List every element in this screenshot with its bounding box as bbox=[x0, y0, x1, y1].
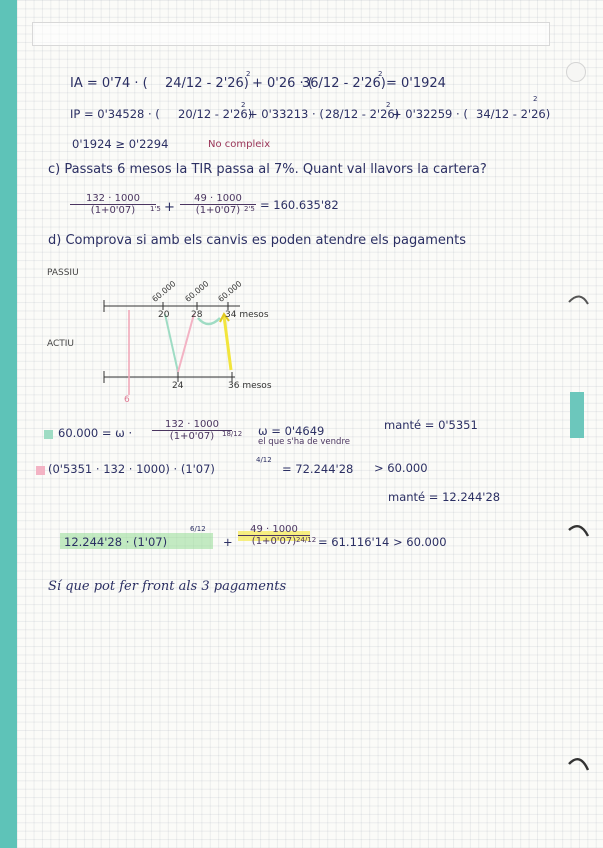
step1-keep: manté = 0'5351 bbox=[384, 418, 478, 432]
ip-e1: 2 bbox=[241, 101, 246, 109]
step1-den: (1+0'07) bbox=[169, 431, 215, 442]
green-marker bbox=[44, 430, 53, 439]
step2-result: = 72.244'28 bbox=[282, 462, 354, 476]
ip-t1: 20/12 - 2'26) bbox=[178, 107, 253, 121]
part-c-f2-num: 49 · 1000 bbox=[180, 193, 256, 205]
step2-keep: manté = 12.244'28 bbox=[388, 490, 501, 504]
step1-w-value: ω = 0'4649 bbox=[258, 424, 325, 438]
ip-t3: + 0'32259 · ( bbox=[392, 107, 468, 121]
actiu-tick-24: 24 bbox=[172, 381, 184, 391]
compare-text: 0'1924 ≥ 0'2294 bbox=[72, 137, 169, 151]
yellow-path bbox=[224, 316, 231, 370]
step3-den-exp: 24/12 bbox=[296, 536, 317, 544]
step3-result: = 61.116'14 > 60.000 bbox=[318, 535, 447, 549]
pink-path bbox=[178, 314, 194, 372]
ia-exp1: 2 bbox=[246, 70, 251, 78]
part-c-result: = 160.635'82 bbox=[260, 198, 339, 212]
passiu-label: PASSIU bbox=[47, 268, 79, 278]
step1-w-note: el que s'ha de vendre bbox=[258, 437, 350, 447]
ia-frac2: 36/12 - 2'26) bbox=[302, 76, 386, 91]
ip-t2b: 28/12 - 2'26) bbox=[325, 107, 400, 121]
step3-num: 49 · 1000 bbox=[238, 524, 310, 536]
step1-num: 132 · 1000 bbox=[152, 419, 232, 431]
part-c-plus: + bbox=[164, 200, 175, 215]
step2-cmp: > 60.000 bbox=[374, 461, 428, 475]
step1-lhs: 60.000 = ω · bbox=[58, 426, 133, 440]
payment-label-3: 60.000 bbox=[216, 279, 244, 304]
step3-expr: 12.244'28 · (1'07) bbox=[64, 535, 168, 549]
passiu-tick-34: 34 mesos bbox=[225, 310, 269, 320]
ia-result: = 0'1924 bbox=[386, 76, 446, 91]
conclusion: Sí que pot fer front als 3 pagaments bbox=[48, 579, 287, 594]
ip-t3b: 34/12 - 2'26) bbox=[476, 107, 551, 121]
part-c-f1-exp: 1'5 bbox=[150, 205, 161, 213]
payment-label-2: 60.000 bbox=[183, 279, 211, 304]
ip-t2: + 0'33213 · ( bbox=[248, 107, 324, 121]
ia-lhs: IA = 0'74 · ( bbox=[70, 76, 148, 91]
part-c-f1-den: (1+0'07) bbox=[90, 205, 136, 216]
part-d-heading: d) Comprova si amb els canvis es poden atendre els pagaments bbox=[48, 233, 467, 248]
pink-marker bbox=[36, 466, 45, 475]
step3-plus: + bbox=[223, 535, 233, 549]
actiu-label: ACTIU bbox=[47, 339, 75, 349]
part-c-f2-exp: 2'5 bbox=[244, 205, 255, 213]
part-c-f2-den: (1+0'07) bbox=[195, 205, 241, 216]
six-label: 6 bbox=[124, 395, 130, 405]
step3-den: (1+0'07) bbox=[251, 536, 297, 547]
step2-exp: 4/12 bbox=[256, 456, 272, 464]
ip-e3: 2 bbox=[533, 95, 538, 103]
step2-expr: (0'5351 · 132 · 1000) · (1'07) bbox=[48, 462, 215, 476]
part-c-heading: c) Passats 6 mesos la TIR passa al 7%. Quant val llavors la cartera? bbox=[48, 162, 487, 177]
step1-fraction bbox=[152, 419, 232, 442]
step1-den-exp: 18/12 bbox=[222, 430, 243, 438]
ia-exp2: 2 bbox=[378, 70, 383, 78]
payment-label-1: 60.000 bbox=[150, 279, 178, 304]
ip-e2: 2 bbox=[386, 101, 391, 109]
compare-note: No compleix bbox=[208, 139, 271, 150]
actiu-tick-36: 36 mesos bbox=[228, 381, 272, 391]
part-c-f1-num: 132 · 1000 bbox=[70, 193, 156, 205]
ia-mid: + 0'26 · ( bbox=[252, 76, 313, 91]
ia-frac1: 24/12 - 2'26) bbox=[165, 76, 249, 91]
green-path-1 bbox=[165, 314, 178, 372]
passiu-tick-20: 20 bbox=[158, 310, 170, 320]
passiu-tick-28: 28 bbox=[191, 310, 203, 320]
step3-exp: 6/12 bbox=[190, 525, 206, 533]
ip-lhs: IP = 0'34528 · ( bbox=[70, 107, 160, 121]
